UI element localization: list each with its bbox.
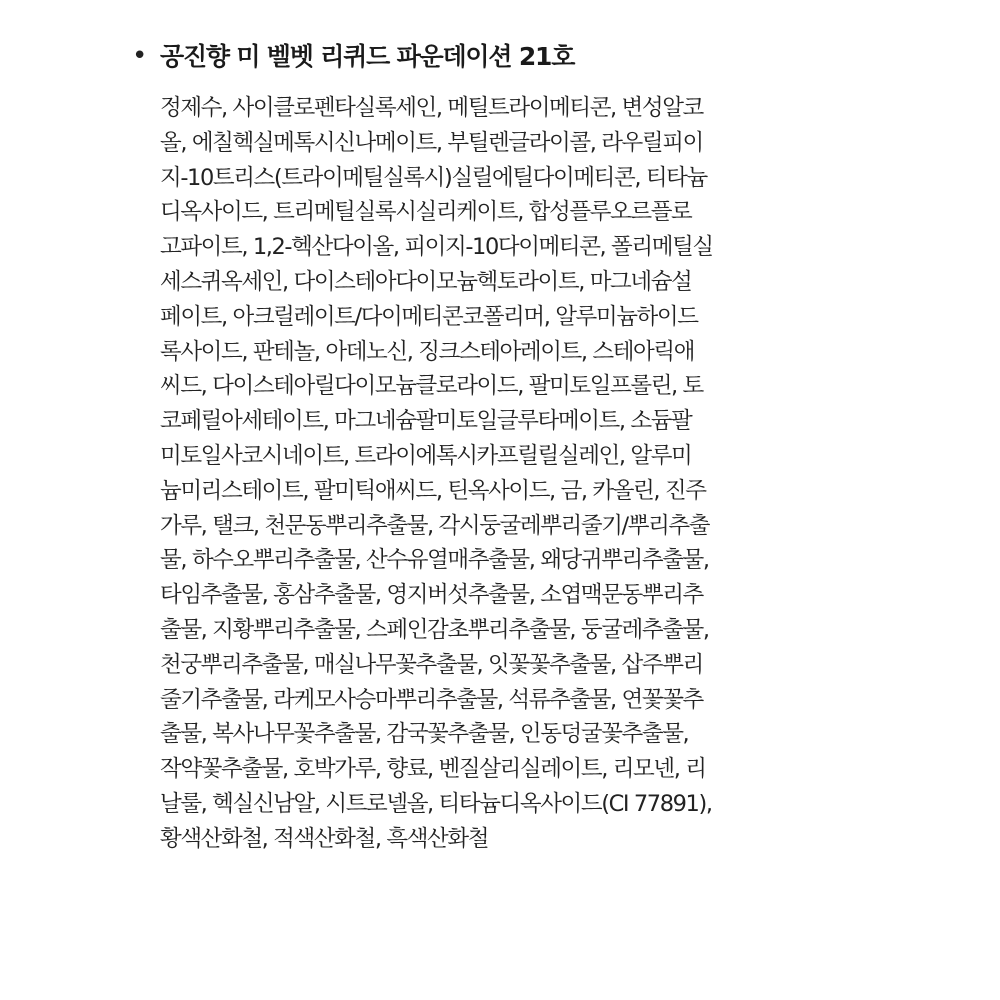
ingredient-list [160,91,800,857]
ingredient-line: 록사이드, 판테놀, 아데노신, 징크스테아레이트, 스테아릭애 [160,338,695,365]
ingredient-line: 세스퀴옥세인, 다이스테아다이모늄헥토라이트, 마그네슘설 [160,268,692,295]
ingredient-line: 올, 에칠헥실메톡시신나메이트, 부틸렌글라이콜, 라우릴피이 [160,129,703,156]
ingredient-line: 페이트, 아크릴레이트/다이메티콘코폴리머, 알루미늄하이드 [160,303,698,330]
ingredient-line: 천궁뿌리추출물, 매실나무꽃추출물, 잇꽃꽃추출물, 삽주뿌리 [160,651,703,678]
ingredient-line: 타임추출물, 홍삼추출물, 영지버섯추출물, 소엽맥문동뿌리추 [160,582,703,609]
ingredient-line: 출물, 복사나무꽃추출물, 감국꽃추출물, 인동덩굴꽃추출물, [160,721,689,748]
ingredient-line: 미토일사코시네이트, 트라이에톡시카프릴릴실레인, 알루미 [160,442,692,469]
product-title: 공진향 미 벨벳 리퀴드 파운데이션 21호 [160,42,575,71]
ingredient-line: 가루, 탤크, 천문동뿌리추출물, 각시둥굴레뿌리줄기/뿌리추출 [160,512,710,539]
ingredient-line: 고파이트, 1,2-헥산다이올, 피이지-10다이메티콘, 폴리메틸실 [160,234,713,261]
product-title-row [132,30,812,80]
product-ingredient-block [132,30,812,857]
ingredient-line: 디옥사이드, 트리메틸실록시실리케이트, 합성플루오르플로 [160,199,692,226]
ingredient-line: 씨드, 다이스테아릴다이모늄클로라이드, 팔미토일프롤린, 토 [160,373,703,400]
bullet-icon: • [132,41,148,71]
ingredient-line: 늄미리스테이트, 팔미틱애씨드, 틴옥사이드, 금, 카올린, 진주 [160,477,706,504]
ingredient-line: 정제수, 사이클로펜타실록세인, 메틸트라이메티콘, 변성알코 [160,95,703,121]
ingredient-line: 날룰, 헥실신남알, 시트로넬올, 티타늄디옥사이드(CI 77891), [160,790,712,817]
ingredient-line: 작약꽃추출물, 호박가루, 향료, 벤질살리실레이트, 리모넨, 리 [160,756,706,783]
ingredient-line: 황색산화철, 적색산화철, 흑색산화철 [160,825,489,852]
ingredient-line: 코페릴아세테이트, 마그네슘팔미토일글루타메이트, 소듐팔 [160,408,692,435]
ingredient-line: 출물, 지황뿌리추출물, 스페인감초뿌리추출물, 둥굴레추출물, [160,616,709,643]
ingredient-line: 지-10트리스(트라이메틸실록시)실릴에틸다이메티콘, 티타늄 [160,164,707,191]
ingredient-line: 줄기추출물, 라케모사승마뿌리추출물, 석류추출물, 연꽃꽃추 [160,686,703,713]
ingredient-line: 물, 하수오뿌리추출물, 산수유열매추출물, 왜당귀뿌리추출물, [160,547,709,574]
